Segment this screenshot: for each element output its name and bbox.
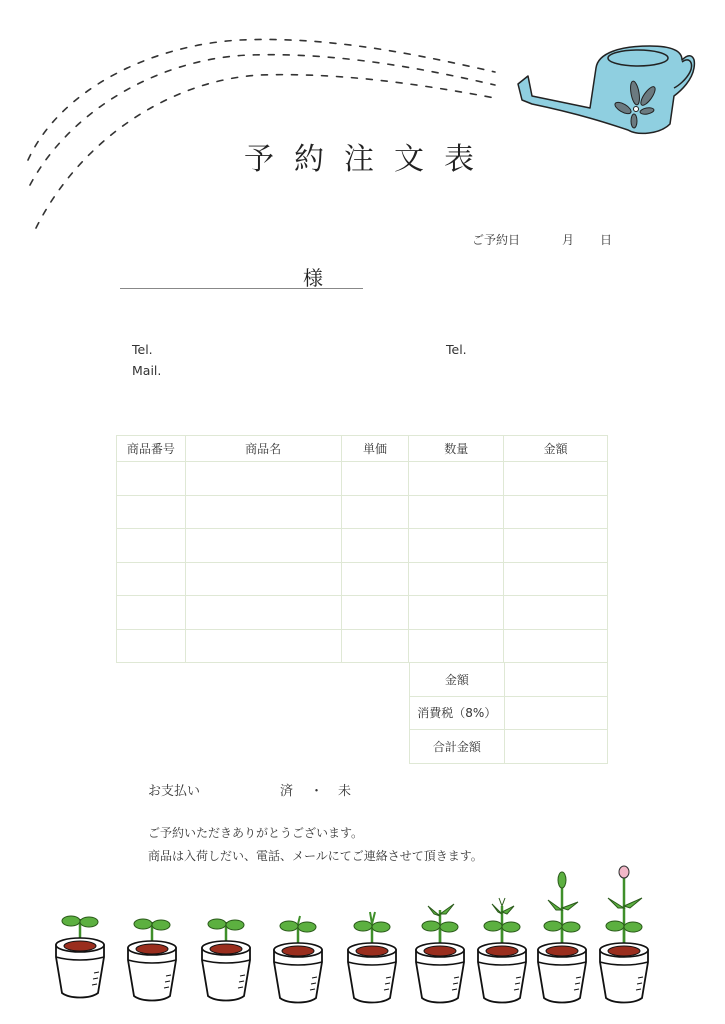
cell-product-name[interactable] [185,462,341,496]
cell-product-name[interactable] [185,529,341,563]
payment-status [148,780,352,799]
table-row [117,495,608,529]
cell-amount[interactable] [504,562,608,596]
col-product-number: 商品番号 [117,436,186,462]
summary-row-subtotal [410,663,608,697]
cell-product-number[interactable] [117,462,186,496]
shop-tel-label: Tel. [446,342,467,357]
total-label: 合計金額 [410,730,505,764]
cell-quantity[interactable] [409,562,504,596]
pot-1 [56,916,104,998]
summary-row-tax [410,696,608,730]
contact-notice-message: 商品は入荷しだい、電話、メールにてご連絡させて頂きます。 [148,849,483,863]
cell-product-name[interactable] [185,562,341,596]
cell-product-number[interactable] [117,596,186,630]
payment-not-yet-option[interactable]: 未 [338,784,352,799]
tax-label: 消費税（8%） [410,696,505,730]
cell-amount[interactable] [504,495,608,529]
cell-amount[interactable] [504,629,608,663]
cell-unit-price[interactable] [341,596,409,630]
cell-product-name[interactable] [185,495,341,529]
pot-2 [128,919,176,1001]
summary-row-total [410,730,608,764]
col-unit-price: 単価 [341,436,409,462]
customer-tel-label: Tel. [132,342,153,357]
tax-value[interactable] [504,696,607,730]
cell-product-name[interactable] [185,629,341,663]
cell-quantity[interactable] [409,629,504,663]
pot-6 [416,904,464,1003]
cell-amount[interactable] [504,596,608,630]
cell-product-number[interactable] [117,495,186,529]
page-title: 予約注文表 [244,142,494,177]
cell-unit-price[interactable] [341,462,409,496]
payment-label: お支払い [148,784,201,799]
cell-quantity[interactable] [409,596,504,630]
customer-name-line[interactable] [120,288,363,289]
cell-product-number[interactable] [117,562,186,596]
watering-can-illustration [510,38,705,143]
thank-you-message: ご予約いただきありがとうございます。 [148,826,364,840]
customer-honorific: 様 [303,266,323,290]
cell-quantity[interactable] [409,495,504,529]
table-row [117,596,608,630]
col-quantity: 数量 [409,436,504,462]
order-table [116,435,608,663]
month-label: 月 [562,233,575,247]
reservation-date-label: ご予約日 [472,233,521,247]
customer-mail-label: Mail. [132,363,162,378]
pot-7 [478,898,526,1003]
table-row [117,529,608,563]
payment-separator: ・ [310,784,324,799]
cell-unit-price[interactable] [341,529,409,563]
pot-4 [274,916,322,1003]
cell-product-number[interactable] [117,529,186,563]
cell-quantity[interactable] [409,462,504,496]
table-header-row [117,436,608,462]
payment-done-option[interactable]: 済 [280,784,294,799]
cell-amount[interactable] [504,529,608,563]
col-amount: 金額 [504,436,608,462]
subtotal-label: 金額 [410,663,505,697]
cell-product-name[interactable] [185,596,341,630]
pot-3 [202,919,250,1001]
subtotal-value[interactable] [504,663,607,697]
cell-amount[interactable] [504,462,608,496]
cell-quantity[interactable] [409,529,504,563]
cell-product-number[interactable] [117,629,186,663]
reservation-date [472,231,613,248]
cell-unit-price[interactable] [341,562,409,596]
table-row [117,562,608,596]
table-row [117,462,608,496]
cell-unit-price[interactable] [341,495,409,529]
summary-table [409,662,608,764]
col-product-name: 商品名 [185,436,341,462]
cell-unit-price[interactable] [341,629,409,663]
pot-9 [600,866,648,1003]
pot-5 [348,912,396,1003]
table-row [117,629,608,663]
day-label: 日 [600,233,613,247]
water-spray-decoration [0,0,520,240]
pot-8 [538,872,586,1003]
plant-growth-illustration [0,860,725,1024]
total-value[interactable] [504,730,607,764]
